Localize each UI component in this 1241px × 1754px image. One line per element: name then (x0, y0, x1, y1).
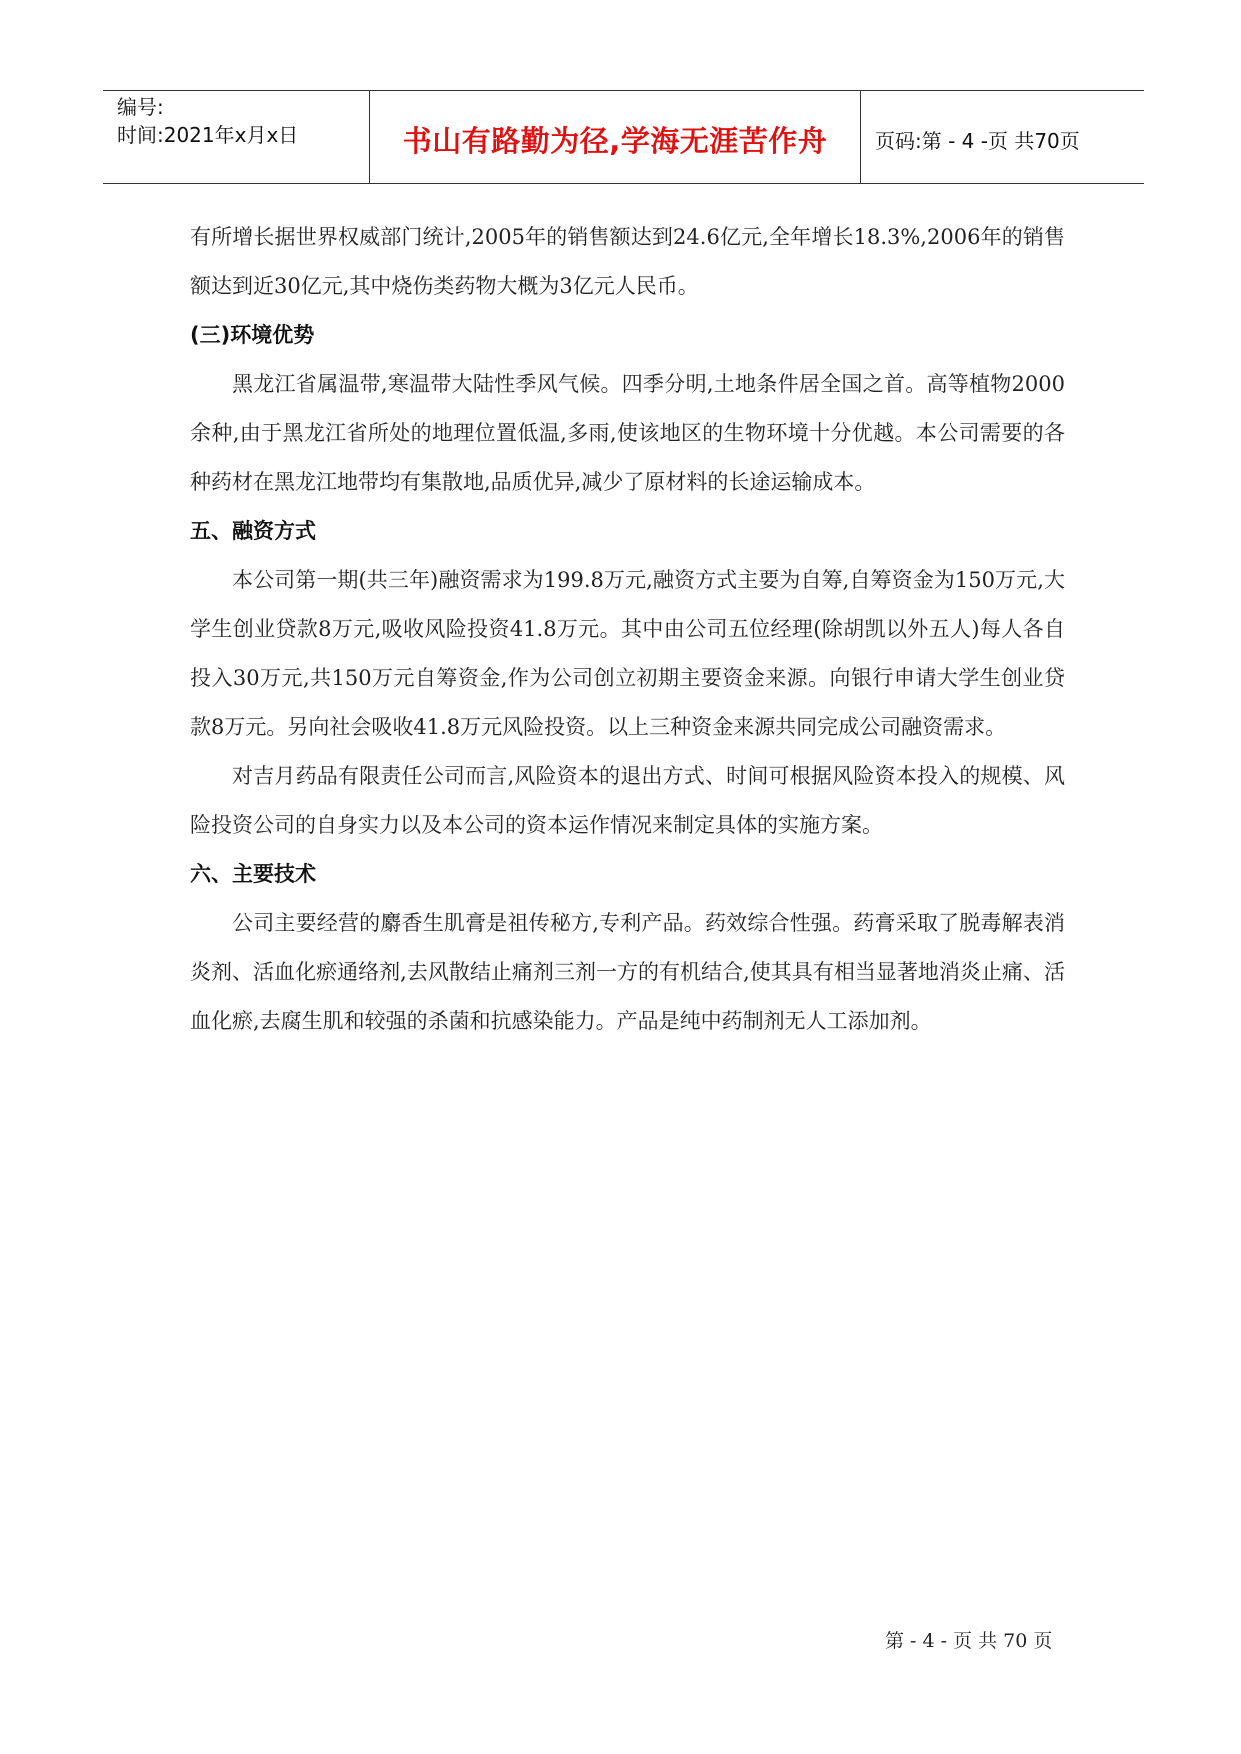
heading-technology: 六、主要技术 (190, 862, 316, 886)
heading-environment: (三)环境优势 (190, 323, 315, 347)
header-top-rule (103, 90, 1144, 91)
header-divider-right (860, 90, 861, 183)
paragraph-technology: 公司主要经营的麝香生肌膏是祖传秘方,专利产品。药效综合性强。药膏采取了脱毒解表消炎剂、活血化瘀通络剂,去风散结止痛剂三剂一方的有机结合,使其具有相当显著地消炎止痛、活血化瘀,去腐生肌和较强的杀菌和抗感染能力。产品是纯中药制剂无人工添加剂。 (190, 911, 1065, 1033)
document-body (190, 213, 1065, 1046)
paragraph-environment: 黑龙江省属温带,寒温带大陆性季风气候。四季分明,土地条件居全国之首。高等植物2000余种,由于黑龙江省所处的地理位置低温,多雨,使该地区的生物环境十分优越。本公司需要的各种药材在黑龙江地带均有集散地,品质优异,减少了原材料的长途运输成本。 (190, 372, 1065, 494)
header-bottom-rule (103, 183, 1144, 184)
header-time-label: 时间:2021年x月x日 (117, 123, 299, 147)
header-divider-left (369, 90, 370, 183)
header-number-label: 编号: (117, 95, 164, 119)
header-meta (117, 93, 365, 149)
page-footer: 第 - 4 - 页 共 70 页 (885, 1630, 1053, 1652)
header-page-label: 页码:第 - 4 -页 共70页 (875, 129, 1080, 153)
paragraph-financing: 本公司第一期(共三年)融资需求为199.8万元,融资方式主要为自筹,自筹资金为150万元,大学生创业贷款8万元,吸收风险投资41.8万元。其中由公司五位经理(除胡凯以外五人)每人各自投入30万元,共150万元自筹资金,作为公司创立初期主要资金来源。向银行申请大学生创业贷款8万元。另向社会吸收41.8万元风险投资。以上三种资金来源共同完成公司融资需求。 (190, 568, 1065, 739)
paragraph-exit-strategy: 对吉月药品有限责任公司而言,风险资本的退出方式、时间可根据风险资本投入的规模、风险投资公司的自身实力以及本公司的资本运作情况来制定具体的实施方案。 (190, 764, 1065, 837)
header-motto: 书山有路勤为径,学海无涯苦作舟 (402, 124, 828, 158)
paragraph-sales-growth: 有所增长据世界权威部门统计,2005年的销售额达到24.6亿元,全年增长18.3%,2006年的销售额达到近30亿元,其中烧伤类药物大概为3亿元人民币。 (190, 225, 1065, 298)
heading-financing: 五、融资方式 (190, 519, 316, 543)
